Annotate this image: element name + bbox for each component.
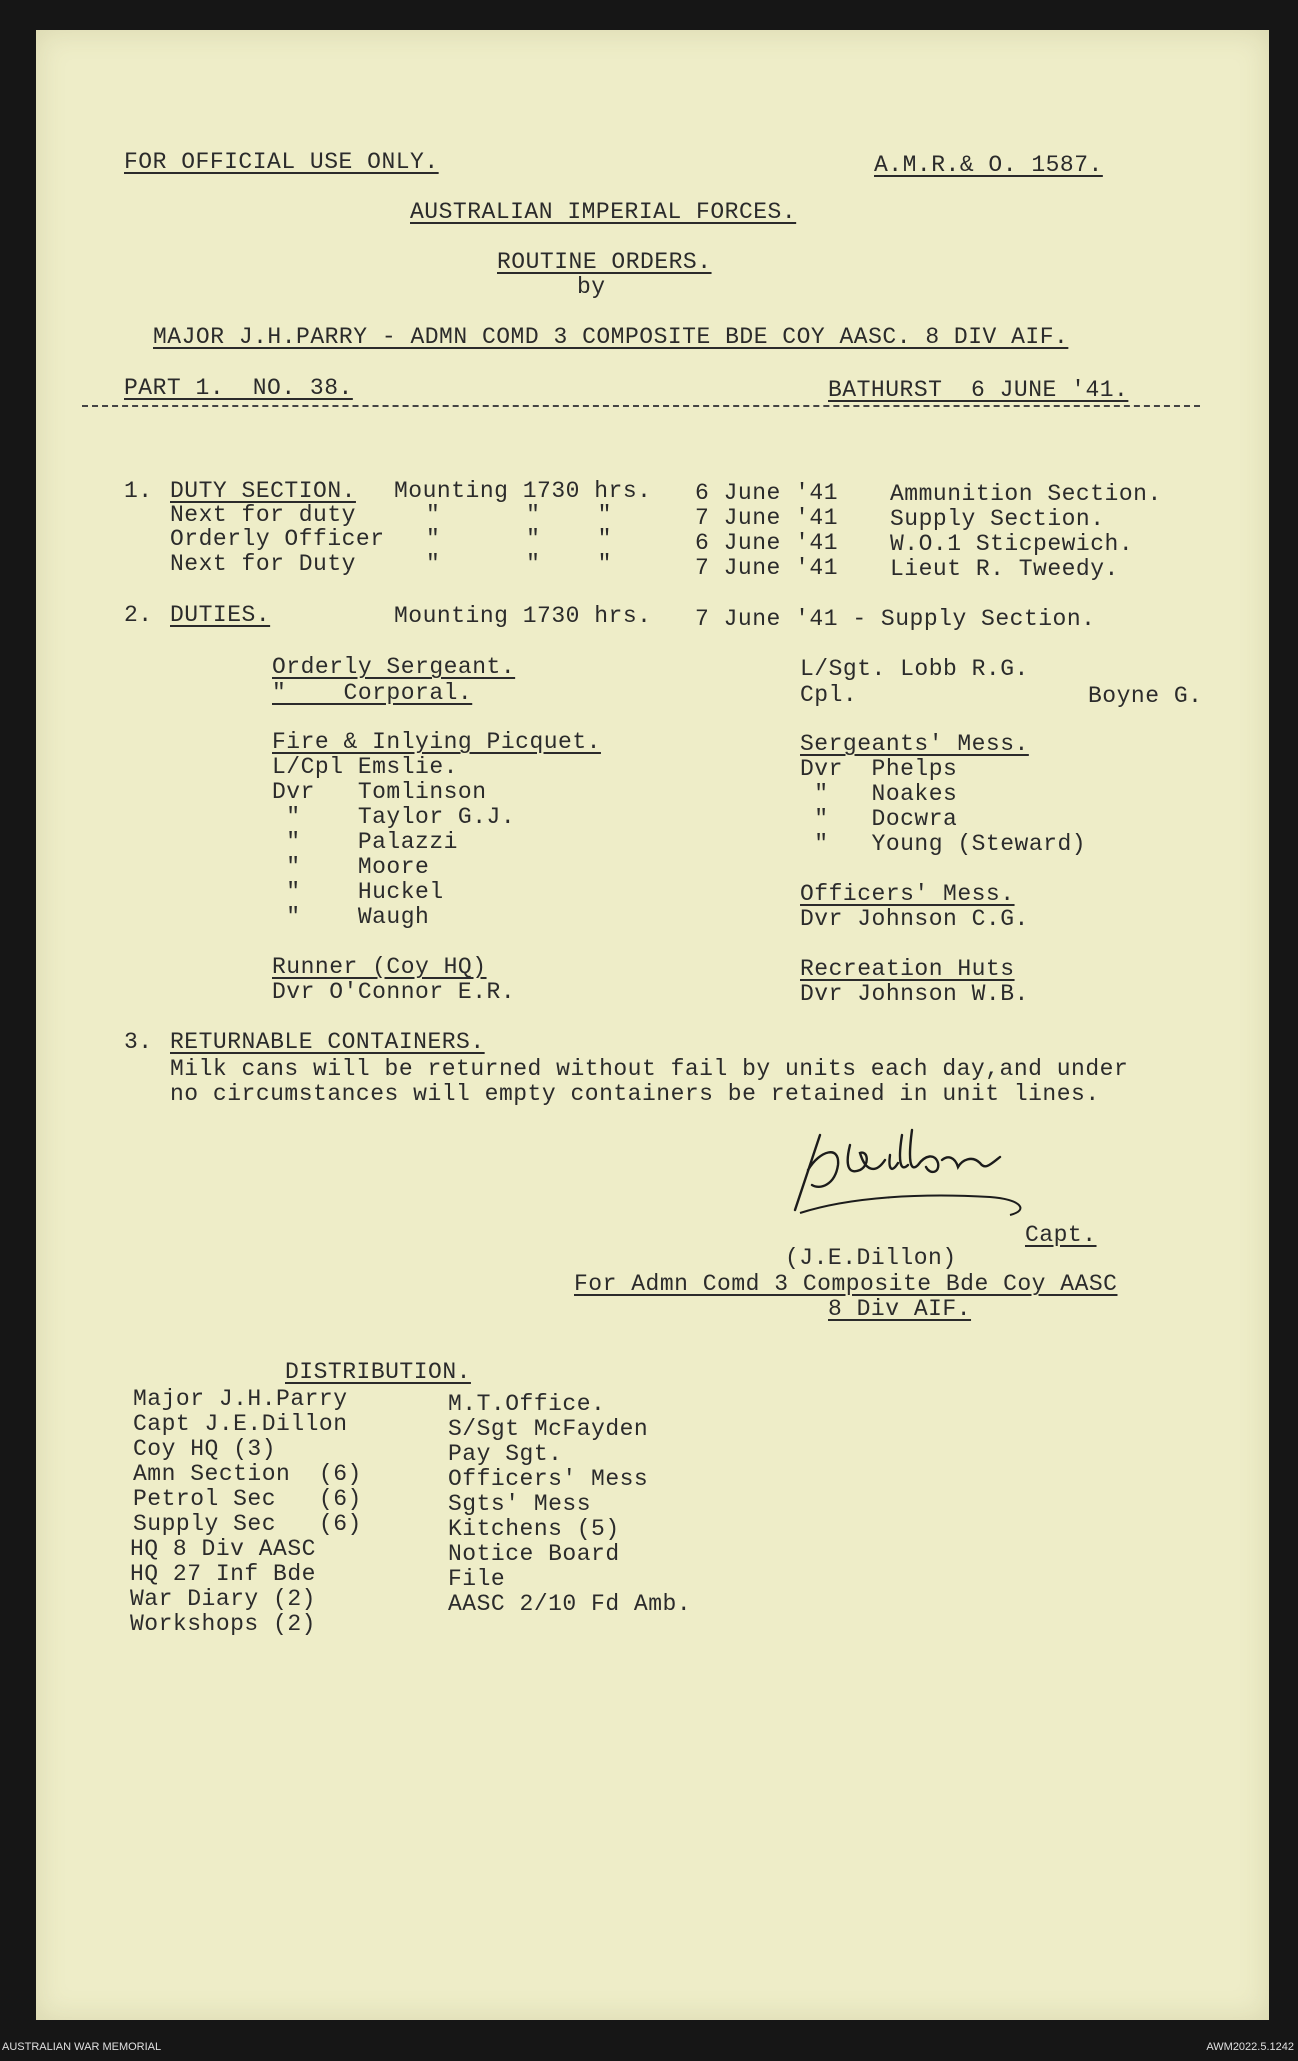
list-item: " Young (Steward) (800, 831, 1087, 857)
distribution-item: Pay Sgt. (448, 1441, 563, 1467)
officers-mess-name: Dvr Johnson C.G. (800, 906, 1029, 932)
duty-col1: " " " (426, 526, 612, 552)
signatory-division: 8 Div AIF. (828, 1296, 972, 1322)
list-item: Dvr Phelps (800, 756, 958, 782)
distribution-item: HQ 27 Inf Bde (130, 1561, 316, 1587)
distribution-item: Sgts' Mess (448, 1491, 592, 1517)
duty-col1: Mounting 1730 hrs. (394, 478, 652, 504)
list-item: " Moore (272, 854, 430, 880)
duty-date: 6 June '41 (695, 480, 839, 506)
document-title: ROUTINE ORDERS. (497, 249, 712, 275)
duty-col1: " " " (426, 502, 612, 528)
distribution-item: Major J.H.Parry (133, 1386, 348, 1412)
section-number: 3. (124, 1029, 153, 1055)
footer-accession-number: AWM2022.5.1242 (1206, 2041, 1294, 2053)
duty-col1: " " " (426, 551, 612, 577)
list-item: " Huckel (272, 879, 444, 905)
signatory-for-line: For Admn Comd 3 Composite Bde Coy AASC (574, 1271, 1118, 1297)
list-item: " Docwra (800, 806, 958, 832)
duty-assignment: W.O.1 Sticpewich. (890, 531, 1134, 557)
duty-role: Orderly Officer (170, 526, 385, 552)
distribution-item: M.T.Office. (448, 1391, 606, 1417)
official-use-label: FOR OFFICIAL USE ONLY. (124, 149, 439, 175)
duty-assignment: Ammunition Section. (890, 481, 1162, 507)
part-number: PART 1. NO. 38. (124, 375, 353, 401)
runner-heading: Runner (Coy HQ) (272, 954, 487, 980)
distribution-item: Notice Board (448, 1541, 620, 1567)
sergeant-name: L/Sgt. Lobb R.G. (800, 656, 1029, 682)
duty-date: 6 June '41 (695, 530, 839, 556)
section-number: 1. (124, 478, 153, 504)
distribution-item: Supply Sec (6) (133, 1511, 362, 1537)
duty-role: Next for Duty (170, 551, 356, 577)
corporal-name: Boyne G. (1088, 683, 1203, 709)
place-date: BATHURST 6 JUNE '41. (828, 377, 1129, 403)
by-label: by (577, 274, 606, 300)
list-item: " Waugh (272, 904, 430, 930)
duty-date: 7 June '41 (695, 555, 839, 581)
orderly-sergeant-label: Orderly Sergeant. (272, 654, 516, 680)
containers-text: no circumstances will empty containers be retained in unit lines. (170, 1081, 1100, 1107)
duty-date: 7 June '41 (695, 505, 839, 531)
reference-number: A.M.R.& O. 1587. (874, 152, 1103, 178)
handwritten-signature (790, 1115, 1050, 1225)
footer-credit: AUSTRALIAN WAR MEMORIAL (2, 2041, 162, 2053)
distribution-item: Coy HQ (3) (133, 1436, 277, 1462)
duty-assignment: Lieut R. Tweedy. (890, 556, 1119, 582)
distribution-item: Capt J.E.Dillon (133, 1411, 348, 1437)
distribution-item: AASC 2/10 Fd Amb. (448, 1591, 692, 1617)
orderly-corporal-label: " Corporal. (272, 680, 473, 706)
section-heading: RETURNABLE CONTAINERS. (170, 1029, 485, 1055)
list-item: Dvr Tomlinson (272, 779, 487, 805)
distribution-item: War Diary (2) (130, 1586, 316, 1612)
signatory-name: (J.E.Dillon) (785, 1245, 957, 1271)
distribution-item: S/Sgt McFayden (448, 1416, 649, 1442)
commander-line: MAJOR J.H.PARRY - ADMN COMD 3 COMPOSITE BDE COY AASC. 8 DIV AIF. (153, 324, 1069, 350)
distribution-item: Amn Section (6) (133, 1461, 362, 1487)
section-number: 2. (124, 602, 153, 628)
section-heading: DUTY SECTION. (170, 478, 356, 504)
list-item: " Taylor G.J. (272, 804, 516, 830)
distribution-item: Petrol Sec (6) (133, 1486, 362, 1512)
list-item: " Palazzi (272, 829, 458, 855)
list-item: L/Cpl Emslie. (272, 754, 458, 780)
corporal-label: Cpl. (800, 682, 858, 708)
distribution-item: HQ 8 Div AASC (130, 1536, 316, 1562)
list-item: " Noakes (800, 781, 958, 807)
signatory-rank: Capt. (1025, 1222, 1097, 1248)
distribution-item: Workshops (2) (130, 1611, 316, 1637)
picquet-heading: Fire & Inlying Picquet. (272, 729, 601, 755)
recreation-huts-name: Dvr Johnson W.B. (800, 981, 1029, 1007)
duties-mounting: Mounting 1730 hrs. (394, 603, 652, 629)
runner-name: Dvr O'Connor E.R. (272, 979, 516, 1005)
distribution-item: Kitchens (5) (448, 1516, 620, 1542)
divider-line (82, 405, 1200, 407)
duty-role: Next for duty (170, 502, 356, 528)
containers-text: Milk cans will be returned without fail by units each day,and under (170, 1056, 1129, 1082)
distribution-item: File (448, 1566, 506, 1592)
recreation-huts-heading: Recreation Huts (800, 956, 1015, 982)
sergeants-mess-heading: Sergeants' Mess. (800, 731, 1029, 757)
distribution-item: Officers' Mess (448, 1466, 649, 1492)
section-heading: DUTIES. (170, 602, 271, 628)
duty-assignment: Supply Section. (890, 506, 1105, 532)
force-heading: AUSTRALIAN IMPERIAL FORCES. (410, 199, 797, 225)
officers-mess-heading: Officers' Mess. (800, 881, 1015, 907)
distribution-heading: DISTRIBUTION. (285, 1359, 471, 1385)
duties-date-line: 7 June '41 - Supply Section. (695, 606, 1096, 632)
